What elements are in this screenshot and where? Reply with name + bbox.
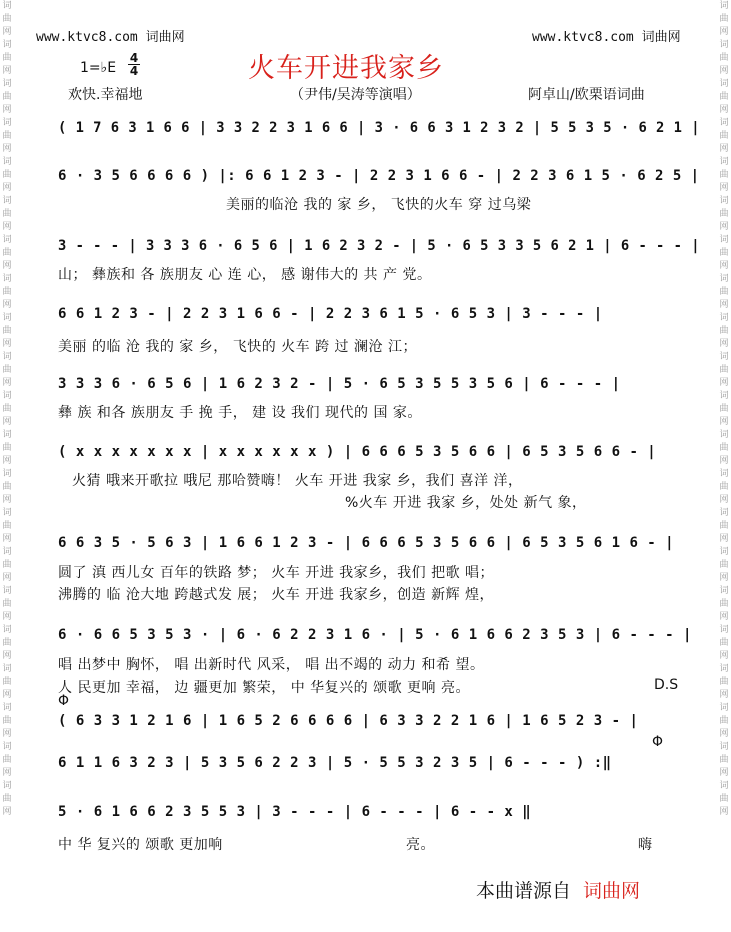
source-footer bbox=[476, 876, 640, 903]
song-title: 火车开进我家乡 bbox=[248, 53, 444, 84]
score-row-7-lyrics: 圆了 滇 西儿女 百年的铁路 梦； 火车 开进 我家乡，我们 把歌 唱； bbox=[58, 565, 495, 581]
coda-sign-start: Φ bbox=[58, 693, 70, 709]
watermark-left: 词曲网词曲网词曲网词曲网词曲网词曲网词曲网词曲网词曲网词曲网词曲网词曲网词曲网词曲网词曲网词曲网词曲网词曲网词曲网词曲网词曲网 bbox=[2, 1, 12, 817]
score-row-1-notes: ( 1 7 6 3 1 6 6 | 3 3 2 2 3 1 6 6 | 3 · 6 6 3 1 2 3 2 | 5 5 3 5 · 6 2 1 | bbox=[58, 120, 701, 136]
score-row-2-notes: 6 · 3 5 6 6 6 6 ) |: 6 6 1 2 3 - | 2 2 3 1 6 6 - | 2 2 3 6 1 5 · 6 2 5 | bbox=[58, 168, 700, 184]
time-signature-top: 4 bbox=[129, 51, 139, 65]
score-row-2-lyrics: 美丽的临沧 我的 家 乡， 飞快的火车 穿 过乌梁 bbox=[226, 197, 532, 213]
score-row-6-lyrics: 火猜 哦来开歌拉 哦尼 那哈赞嗨！ 火车 开进 我家 乡，我们 喜洋 洋， bbox=[72, 473, 523, 489]
score-row-9-notes: ( 6 3 3 1 2 1 6 | 1 6 5 2 6 6 6 6 | 6 3 3 2 2 1 6 | 1 6 5 2 3 - | bbox=[58, 713, 639, 729]
source-footer-text: 本曲谱源自 bbox=[476, 880, 572, 902]
score-row-3-notes: 3 - - - | 3 3 3 6 · 6 5 6 | 1 6 2 3 2 - | 5 · 6 5 3 3 5 6 2 1 | 6 - - - | bbox=[58, 238, 701, 254]
source-footer-brand[interactable]: 词曲网 bbox=[583, 880, 641, 902]
score-row-8-notes: 6 · 6 6 5 3 5 3 · | 6 · 6 2 2 3 1 6 · | 5 · 6 1 6 6 2 3 5 3 | 6 - - - | bbox=[58, 627, 692, 643]
score-row-11-notes: 5 · 6 1 6 6 2 3 5 5 3 | 3 - - - | 6 - - - | 6 - - x ‖ bbox=[58, 804, 532, 820]
credits: 阿卓山/欧栗语词曲 bbox=[528, 87, 645, 103]
score-row-4-notes: 6 6 1 2 3 - | 2 2 3 1 6 6 - | 2 2 3 6 1 5 · 6 5 3 | 3 - - - | bbox=[58, 306, 603, 322]
score-row-7-lyrics-verse-2: 沸腾的 临 沧大地 跨越式发 展； 火车 开进 我家乡，创造 新辉 煌， bbox=[58, 587, 495, 603]
score-row-10-notes: 6 1 1 6 3 2 3 | 5 3 5 6 2 2 3 | 5 · 5 5 3 2 3 5 | 6 - - - ) :‖ bbox=[58, 755, 612, 771]
score-row-6-lyrics-verse-2: %火车 开进 我家 乡，处处 新气 象， bbox=[345, 495, 587, 511]
score-row-11-lyrics-c: 嗨 bbox=[638, 837, 653, 853]
score-row-4-lyrics: 美丽 的临 沧 我的 家 乡， 飞快的 火车 跨 过 澜沧 江； bbox=[58, 339, 417, 355]
ds-marking: D.S bbox=[654, 677, 679, 693]
tempo-marking: 欢快.幸福地 bbox=[68, 87, 143, 103]
key-signature: 1=♭E bbox=[80, 60, 117, 76]
site-link-right[interactable]: www.ktvc8.com 词曲网 bbox=[532, 30, 681, 45]
score-row-5-notes: 3 3 3 6 · 6 5 6 | 1 6 2 3 2 - | 5 · 6 5 3 5 5 3 5 6 | 6 - - - | bbox=[58, 376, 621, 392]
score-row-11-lyrics-a: 中 华 复兴的 颂歌 更加响 bbox=[58, 837, 223, 853]
score-row-8-lyrics-verse-2: 人 民更加 幸福， 边 疆更加 繁荣， 中 华复兴的 颂歌 更响 亮。 bbox=[58, 680, 471, 696]
score-row-8-lyrics: 唱 出梦中 胸怀， 唱 出新时代 风采， 唱 出不竭的 动力 和希 望。 bbox=[58, 657, 485, 673]
coda-sign-end: Φ bbox=[652, 734, 664, 750]
score-row-11-lyrics-b: 亮。 bbox=[406, 837, 435, 853]
score-row-3-lyrics: 山； 彝族和 各 族朋友 心 连 心， 感 谢伟大的 共 产 党。 bbox=[58, 267, 432, 283]
performers: （尹伟/吴涛等演唱） bbox=[290, 87, 421, 103]
score-row-5-lyrics: 彝 族 和各 族朋友 手 挽 手， 建 设 我们 现代的 国 家。 bbox=[58, 405, 422, 421]
score-row-6-notes: ( x x x x x x x | x x x x x x ) | 6 6 6 5 3 5 6 6 | 6 5 3 5 6 6 - | bbox=[58, 444, 657, 460]
watermark-right: 词曲网词曲网词曲网词曲网词曲网词曲网词曲网词曲网词曲网词曲网词曲网词曲网词曲网词曲网词曲网词曲网词曲网词曲网词曲网词曲网词曲网 bbox=[719, 1, 729, 817]
site-link-left[interactable]: www.ktvc8.com 词曲网 bbox=[36, 30, 185, 45]
time-signature-bottom: 4 bbox=[129, 64, 139, 78]
score-row-7-notes: 6 6 3 5 · 5 6 3 | 1 6 6 1 2 3 - | 6 6 6 5 3 5 6 6 | 6 5 3 5 6 1 6 - | bbox=[58, 535, 675, 551]
time-signature bbox=[128, 52, 140, 77]
